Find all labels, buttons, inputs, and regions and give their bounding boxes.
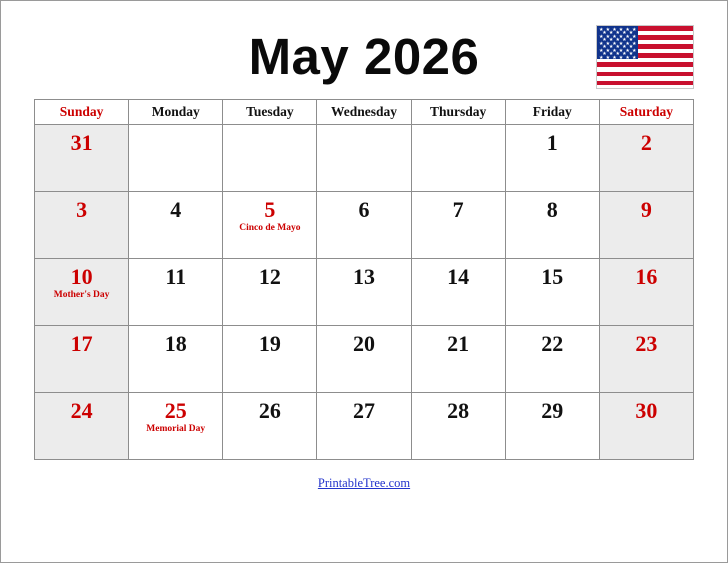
flag-star: ★ [605, 33, 611, 40]
flag-star: ★ [602, 30, 607, 37]
day-cell-content [317, 125, 410, 191]
us-flag-icon [596, 25, 694, 89]
calendar-day-cell[interactable] [505, 125, 599, 192]
calendar-day-cell[interactable] [35, 393, 129, 460]
day-cell-content [412, 125, 505, 191]
flag-star: ★ [599, 26, 604, 33]
day-cell-content [129, 192, 222, 258]
day-cell-content [35, 393, 128, 459]
day-event-label: Cinco de Mayo [239, 223, 301, 233]
day-cell-content [317, 393, 410, 459]
day-cell-content [35, 192, 128, 258]
flag-star: ★ [615, 37, 620, 44]
flag-star: ★ [612, 26, 617, 33]
day-number: 12 [258, 264, 281, 289]
calendar-head [35, 100, 694, 125]
calendar-day-cell[interactable] [599, 125, 693, 192]
flag-star: ★ [599, 33, 604, 40]
day-cell-content [600, 393, 693, 459]
day-number: 30 [635, 398, 658, 423]
day-cell-content [223, 192, 316, 258]
calendar-day-cell[interactable] [411, 192, 505, 259]
flag-star: ★ [622, 30, 627, 37]
day-number: 27 [352, 398, 375, 423]
day-number: 15 [541, 264, 564, 289]
calendar-week-row [35, 393, 694, 460]
calendar-day-cell[interactable] [223, 393, 317, 460]
flag-star: ★ [612, 40, 617, 47]
calendar-day-cell[interactable] [317, 259, 411, 326]
weekday-header-sunday: Sunday [35, 100, 129, 125]
flag-stripe [597, 81, 693, 86]
flag-star: ★ [608, 44, 614, 51]
flag-star: ★ [622, 51, 627, 58]
page-title: May 2026 [248, 28, 480, 85]
flag-star: ★ [599, 47, 604, 54]
calendar-day-cell[interactable] [317, 393, 411, 460]
day-cell-content [223, 393, 316, 459]
calendar-day-cell[interactable] [35, 192, 129, 259]
flag-star: ★ [605, 47, 611, 54]
flag-star: ★ [612, 54, 617, 61]
day-cell-content [35, 125, 128, 191]
day-cell-content [317, 192, 410, 258]
day-cell-content [506, 326, 599, 392]
flag-star: ★ [628, 37, 634, 44]
flag-star: ★ [632, 33, 637, 40]
day-number: 28 [447, 398, 470, 423]
day-number: 21 [447, 331, 470, 356]
calendar-body [35, 125, 694, 460]
calendar-day-cell[interactable] [223, 326, 317, 393]
calendar-day-cell[interactable] [599, 393, 693, 460]
flag-star: ★ [618, 33, 624, 40]
weekday-header-friday: Friday [505, 100, 599, 125]
calendar-day-cell[interactable] [129, 192, 223, 259]
flag-star: ★ [618, 26, 624, 33]
day-cell-content [223, 125, 316, 191]
day-number: 13 [352, 264, 375, 289]
calendar-day-cell[interactable] [317, 125, 411, 192]
weekday-header-tuesday: Tuesday [223, 100, 317, 125]
calendar-day-cell[interactable] [129, 393, 223, 460]
flag-star: ★ [605, 40, 611, 47]
weekday-header-wednesday: Wednesday [317, 100, 411, 125]
flag-star: ★ [632, 54, 637, 61]
day-number: 7 [452, 197, 464, 222]
day-number: 26 [258, 398, 281, 423]
flag-canton [597, 26, 638, 59]
day-cell-content [223, 259, 316, 325]
calendar-header [1, 1, 727, 99]
day-cell-content [223, 326, 316, 392]
day-number: 22 [541, 331, 564, 356]
source-link[interactable]: PrintableTree.com [317, 476, 411, 490]
day-cell-content [506, 393, 599, 459]
day-number: 23 [635, 331, 658, 356]
calendar-week-row [35, 326, 694, 393]
flag-star: ★ [622, 44, 627, 51]
day-cell-content [317, 259, 410, 325]
day-number: 17 [70, 331, 93, 356]
day-cell-content [129, 125, 222, 191]
day-number: 29 [541, 398, 564, 423]
day-cell-content [412, 259, 505, 325]
day-number: 18 [164, 331, 187, 356]
day-cell-content [129, 259, 222, 325]
day-cell-content [600, 125, 693, 191]
flag-star: ★ [599, 40, 604, 47]
day-number: 1 [546, 130, 558, 155]
footer [1, 474, 727, 492]
day-cell-content [412, 393, 505, 459]
calendar-day-cell[interactable] [411, 125, 505, 192]
flag-star: ★ [622, 37, 627, 44]
flag-star: ★ [632, 26, 637, 33]
day-cell-content [35, 326, 128, 392]
flag-star: ★ [602, 44, 607, 51]
day-event-label: Memorial Day [146, 424, 206, 434]
day-event-label: Mother's Day [53, 290, 110, 300]
calendar-grid [34, 99, 694, 460]
calendar-day-cell[interactable] [599, 259, 693, 326]
calendar-day-cell[interactable] [505, 326, 599, 393]
day-cell-content [412, 326, 505, 392]
day-cell-content [412, 192, 505, 258]
flag-stripe [597, 72, 693, 77]
day-number: 31 [70, 130, 93, 155]
flag-star: ★ [625, 26, 630, 33]
flag-star: ★ [628, 44, 634, 51]
day-number: 2 [640, 130, 652, 155]
flag-star: ★ [618, 54, 624, 61]
flag-star: ★ [615, 30, 620, 37]
day-number: 9 [640, 197, 652, 222]
flag-star: ★ [625, 54, 630, 61]
day-cell-content [600, 326, 693, 392]
flag-star: ★ [612, 33, 617, 40]
flag-star: ★ [608, 30, 614, 37]
day-number: 20 [352, 331, 375, 356]
day-cell-content [600, 259, 693, 325]
day-number: 24 [70, 398, 93, 423]
day-number: 16 [635, 264, 658, 289]
flag-star: ★ [625, 33, 630, 40]
flag-star: ★ [608, 37, 614, 44]
day-number: 5 [264, 197, 276, 222]
day-number: 14 [447, 264, 470, 289]
flag-star: ★ [628, 51, 634, 58]
calendar-day-cell[interactable] [599, 192, 693, 259]
day-cell-content [317, 326, 410, 392]
calendar-day-cell[interactable] [411, 259, 505, 326]
flag-star: ★ [612, 47, 617, 54]
day-cell-content [506, 192, 599, 258]
calendar-day-cell[interactable] [129, 125, 223, 192]
calendar-day-cell[interactable] [223, 192, 317, 259]
day-cell-content [600, 192, 693, 258]
flag-star: ★ [615, 51, 620, 58]
day-number: 3 [76, 197, 88, 222]
flag-star: ★ [618, 47, 624, 54]
calendar-day-cell[interactable] [35, 259, 129, 326]
day-number: 8 [546, 197, 558, 222]
calendar-day-cell[interactable] [35, 326, 129, 393]
calendar-week-row [35, 259, 694, 326]
weekday-header-row [35, 100, 694, 125]
weekday-header-thursday: Thursday [411, 100, 505, 125]
calendar-week-row [35, 125, 694, 192]
day-cell-content [35, 259, 128, 325]
calendar-day-cell[interactable] [223, 125, 317, 192]
calendar-day-cell[interactable] [317, 192, 411, 259]
weekday-header-saturday: Saturday [599, 100, 693, 125]
day-number: 11 [165, 264, 187, 289]
calendar-day-cell[interactable] [223, 259, 317, 326]
flag-stripe [597, 62, 693, 67]
day-cell-content [129, 326, 222, 392]
calendar-day-cell[interactable] [129, 259, 223, 326]
flag-star: ★ [605, 54, 611, 61]
flag-star: ★ [602, 51, 607, 58]
calendar-day-cell[interactable] [317, 326, 411, 393]
calendar-day-cell[interactable] [505, 192, 599, 259]
flag-star: ★ [605, 26, 611, 33]
calendar-day-cell[interactable] [35, 125, 129, 192]
calendar-day-cell[interactable] [411, 393, 505, 460]
flag-star: ★ [602, 37, 607, 44]
day-cell-content [129, 393, 222, 459]
flag-star: ★ [599, 54, 604, 61]
flag-star: ★ [632, 40, 637, 47]
day-number: 19 [258, 331, 281, 356]
day-number: 6 [358, 197, 370, 222]
calendar-day-cell[interactable] [411, 326, 505, 393]
weekday-header-monday: Monday [129, 100, 223, 125]
calendar-day-cell[interactable] [599, 326, 693, 393]
calendar-week-row [35, 192, 694, 259]
flag-star: ★ [625, 47, 630, 54]
flag-star: ★ [608, 51, 614, 58]
flag-star: ★ [618, 40, 624, 47]
flag-star: ★ [625, 40, 630, 47]
day-cell-content [506, 125, 599, 191]
flag-star: ★ [632, 47, 637, 54]
day-cell-content [506, 259, 599, 325]
flag-star: ★ [628, 30, 634, 37]
day-number: 4 [170, 197, 182, 222]
calendar-day-cell[interactable] [505, 259, 599, 326]
day-number: 25 [164, 398, 187, 423]
calendar-day-cell[interactable] [505, 393, 599, 460]
calendar-day-cell[interactable] [129, 326, 223, 393]
day-number: 10 [70, 264, 93, 289]
flag-star: ★ [615, 44, 620, 51]
